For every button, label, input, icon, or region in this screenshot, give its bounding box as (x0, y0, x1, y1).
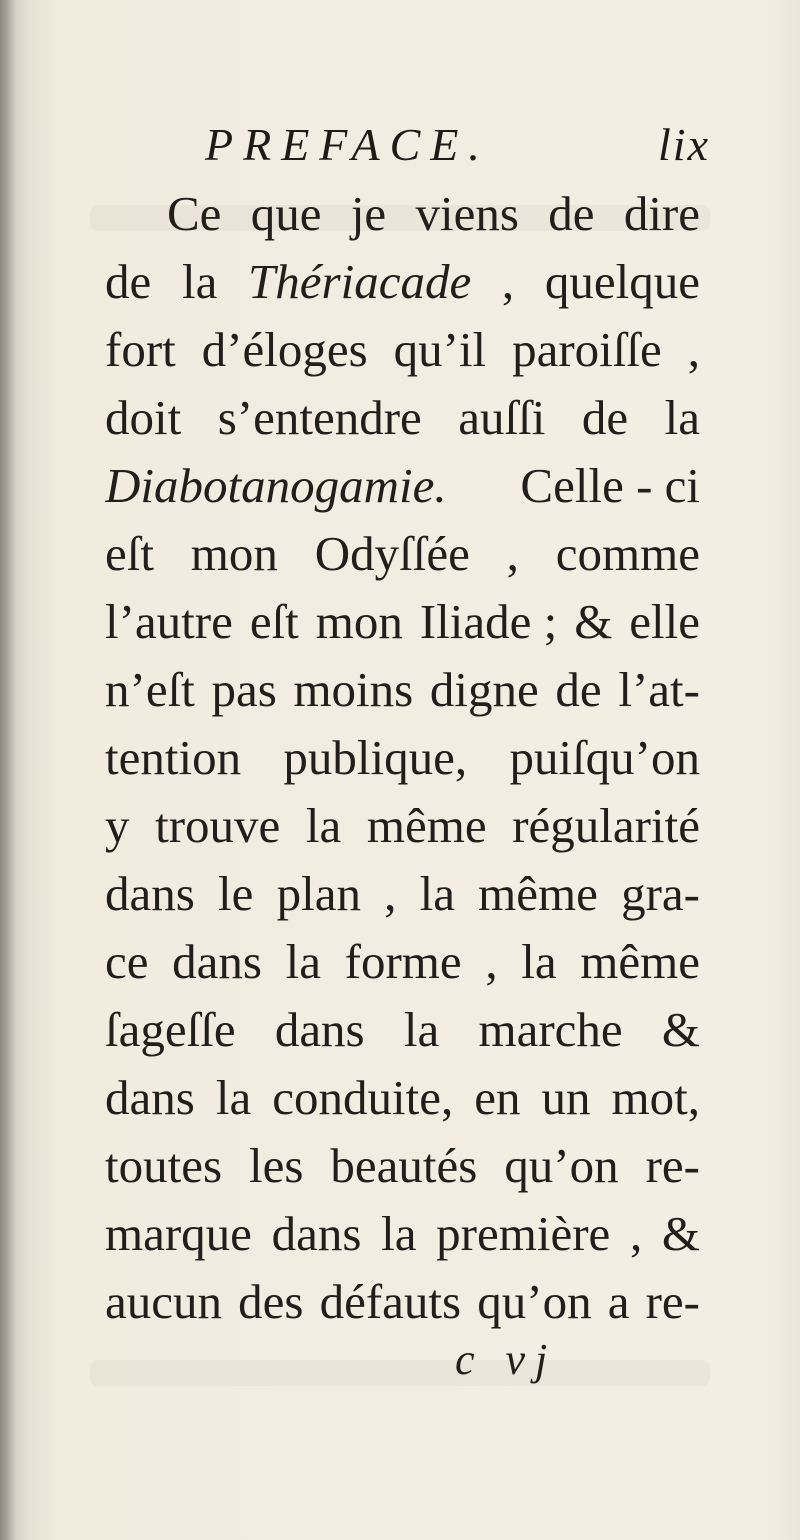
word: fort (105, 322, 176, 377)
text-line (105, 248, 700, 316)
word: la (521, 934, 557, 989)
word: la (381, 1206, 417, 1261)
word: , (506, 526, 519, 581)
body-text (105, 180, 700, 1336)
word: défauts (319, 1274, 462, 1329)
word: de (548, 186, 595, 241)
word: les (249, 1138, 304, 1193)
word: puiſqu’on (509, 730, 700, 785)
word: mon (190, 526, 278, 581)
word: trouve (155, 798, 281, 853)
word: un (541, 1070, 591, 1125)
word: n’eſt (105, 662, 195, 717)
word: mon (315, 594, 403, 649)
word: que (250, 186, 322, 241)
text-line (105, 1268, 700, 1336)
word: dans (271, 1206, 362, 1261)
word: je (350, 186, 387, 241)
italic-title-word: Thériacade (248, 254, 472, 309)
signature-mark: c vj (455, 1335, 558, 1384)
word: même (478, 866, 598, 921)
word: dire (623, 186, 700, 241)
word: la (419, 866, 455, 921)
word: qu’on (477, 1274, 592, 1329)
word: , (687, 322, 700, 377)
page-number: lix (658, 119, 710, 170)
word: paroiſſe (512, 322, 662, 377)
word: , (485, 934, 498, 989)
word: qu’on (504, 1138, 619, 1193)
word: dans (274, 1002, 365, 1057)
word: ce (105, 934, 149, 989)
word: première (436, 1206, 611, 1261)
word: quelque (544, 254, 700, 309)
word: mot, (611, 1070, 700, 1125)
word: toutes (105, 1138, 223, 1193)
word: & (574, 594, 613, 649)
word: en (474, 1070, 521, 1125)
word: même (580, 934, 700, 989)
word: Ce (167, 186, 222, 241)
text-line (105, 588, 700, 656)
word: même (366, 798, 487, 853)
word: pas (211, 662, 277, 717)
text-line (105, 1132, 700, 1200)
word: re- (645, 1274, 700, 1329)
word: marque (105, 1206, 252, 1261)
header-title: PREFACE. (205, 119, 490, 170)
word: , (629, 1206, 643, 1261)
book-spine-edge (0, 0, 16, 1540)
word: elle (629, 594, 700, 649)
word: Celle - ci (520, 458, 700, 513)
text-line (105, 656, 700, 724)
text-line (105, 724, 700, 792)
word: de (555, 662, 602, 717)
word: viens (415, 186, 519, 241)
text-line (105, 316, 700, 384)
word: & (661, 1002, 700, 1057)
word: Iliade ; (419, 594, 558, 649)
word: re- (645, 1138, 700, 1193)
word: des (238, 1274, 304, 1329)
text-line (105, 384, 700, 452)
word: la (305, 798, 342, 853)
word: tention (105, 730, 242, 785)
text-line (105, 996, 700, 1064)
word: & (661, 1206, 700, 1261)
word: régularité (512, 798, 700, 853)
word: l’at- (618, 662, 700, 717)
word: forme (344, 934, 462, 989)
word: doit (105, 390, 182, 445)
word: qu’il (393, 322, 487, 377)
word: moins (293, 662, 414, 717)
text-line (105, 792, 700, 860)
word: beautés (330, 1138, 478, 1193)
word: ſageſſe (105, 1002, 236, 1057)
word: d’éloges (201, 322, 368, 377)
word: dans (172, 934, 262, 989)
word: le (218, 866, 254, 921)
word: marche (478, 1002, 623, 1057)
word: aucun (105, 1274, 222, 1329)
text-line (105, 1200, 700, 1268)
word: auſſi (458, 390, 546, 445)
word: la (664, 390, 700, 445)
word: plan (276, 866, 361, 921)
word: la (403, 1002, 440, 1057)
word: eſt (249, 594, 299, 649)
italic-title-word: Diabotanogamie. (105, 458, 447, 513)
word: digne (429, 662, 539, 717)
word: dans (105, 1070, 195, 1125)
text-line (105, 180, 700, 248)
word: la (285, 934, 322, 989)
word: eſt (105, 526, 154, 581)
word: gra- (621, 866, 700, 921)
text-line (105, 860, 700, 928)
word: la (215, 1070, 252, 1125)
word: s’entendre (217, 390, 422, 445)
running-header (205, 110, 710, 180)
word: la (181, 254, 218, 309)
word: a (607, 1274, 630, 1329)
word: Odyſſée (314, 526, 470, 581)
word: , (384, 866, 397, 921)
word: , (501, 254, 515, 309)
word: dans (105, 866, 195, 921)
word: de (581, 390, 629, 445)
word: comme (555, 526, 700, 581)
word: l’autre (105, 594, 233, 649)
word: de (105, 254, 152, 309)
show-through-shadow (90, 1360, 710, 1386)
word: y (105, 798, 130, 853)
text-line (105, 452, 700, 520)
text-line (105, 520, 700, 588)
word: conduite, (272, 1070, 454, 1125)
text-line (105, 928, 700, 996)
text-line (105, 1064, 700, 1132)
word: publique, (283, 730, 468, 785)
